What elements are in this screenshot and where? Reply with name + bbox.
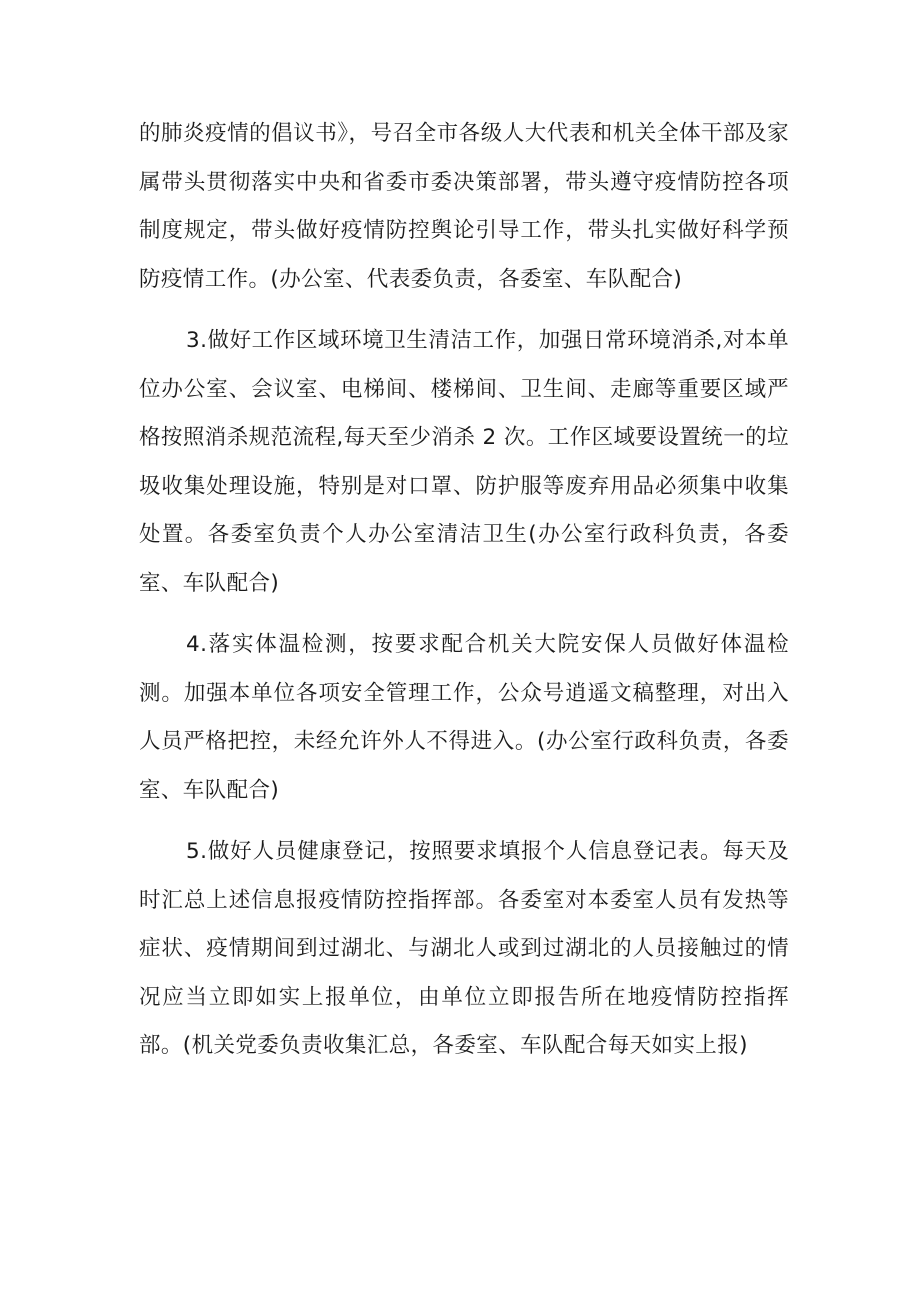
paragraph-gap xyxy=(139,815,789,828)
paragraph-continuation: 的肺炎疫情的倡议书》，号召全市各级人大代表和机关全体干部及家属带头贯彻落实中央和省委市委决策部署，带头遵守疫情防控各项制度规定，带头做好疫情防控舆论引导工作，带头扎实做好科学预防疫情工作。(办公室、代表委负责，各委室、车队配合) xyxy=(139,121,789,292)
paragraph-item-5: 5.做好人员健康登记，按照要求填报个人信息登记表。每天及时汇总上述信息报疫情防控指挥部。各委室对本委室人员有发热等症状、疫情期间到过湖北、与湖北人或到过湖北的人员接触过的情况应当立即如实上报单位，由单位立即报告所在地疫情防控指挥部。(机关党委负责收集汇总，各委室、车队配合每天如实上报) xyxy=(139,839,789,1058)
paragraph-item-3: 3.做好工作区域环境卫生清洁工作，加强日常环境消杀,对本单位办公室、会议室、电梯间、楼梯间、卫生间、走廊等重要区域严格按照消杀规范流程,每天至少消杀 2 次。工作区域要设置统一的垃圾收集处理设施，特别是对口罩、防护服等废弃用品必须集中收集处置。各委室负责个人办公室清洁卫生(办公室行政科负责，各委室、车队配合) xyxy=(139,328,789,596)
paragraph-gap xyxy=(139,304,789,317)
document-body xyxy=(139,110,789,1071)
paragraph-item-4: 4.落实体温检测，按要求配合机关大院安保人员做好体温检测。加强本单位各项安全管理工作，公众号逍遥文稿整理，对出入人员严格把控，未经允许外人不得进入。(办公室行政科负责，各委室、车队配合) xyxy=(139,632,789,803)
paragraph-gap xyxy=(139,608,789,621)
